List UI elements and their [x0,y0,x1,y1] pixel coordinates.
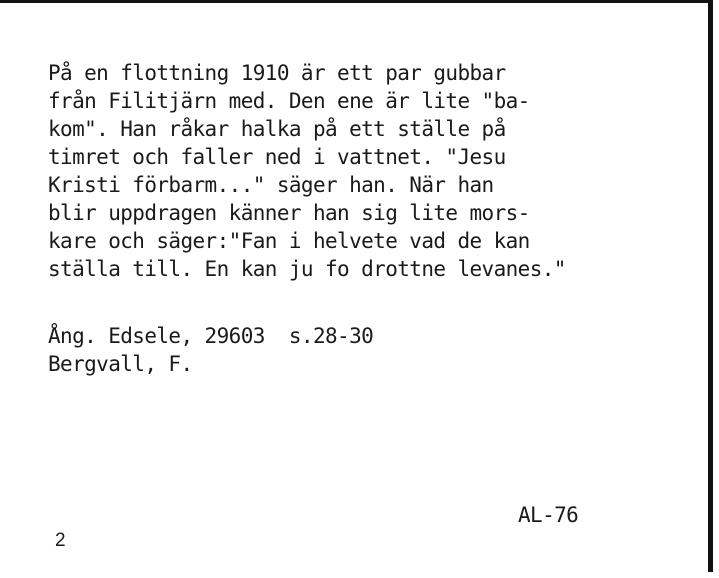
text-line: blir uppdragen känner han sig lite mors- [48,201,530,225]
recorder-name: Bergvall, F. [48,352,193,376]
text-line: timret och faller ned i vattnet. "Jesu [48,145,506,169]
text-line: Kristi förbarm..." säger han. När han [48,173,494,197]
text-line: kare och säger:"Fan i helvete vad de kan [48,229,530,253]
text-line: På en flottning 1910 är ett par gubbar [48,61,506,85]
archive-code: AL-76 [518,503,579,527]
text-line: kom". Han råkar halka på ett ställe på [48,117,506,141]
text-line: ställa till. En kan ju fo drottne levanes." [48,257,566,281]
source-line: Ång. Edsele, 29603 s.28-30 [48,324,374,348]
text-line: från Filitjärn med. Den ene är lite "ba- [48,89,530,113]
page-number: 2 [55,530,66,551]
card-body-text [48,59,566,283]
source-reference [48,322,373,378]
